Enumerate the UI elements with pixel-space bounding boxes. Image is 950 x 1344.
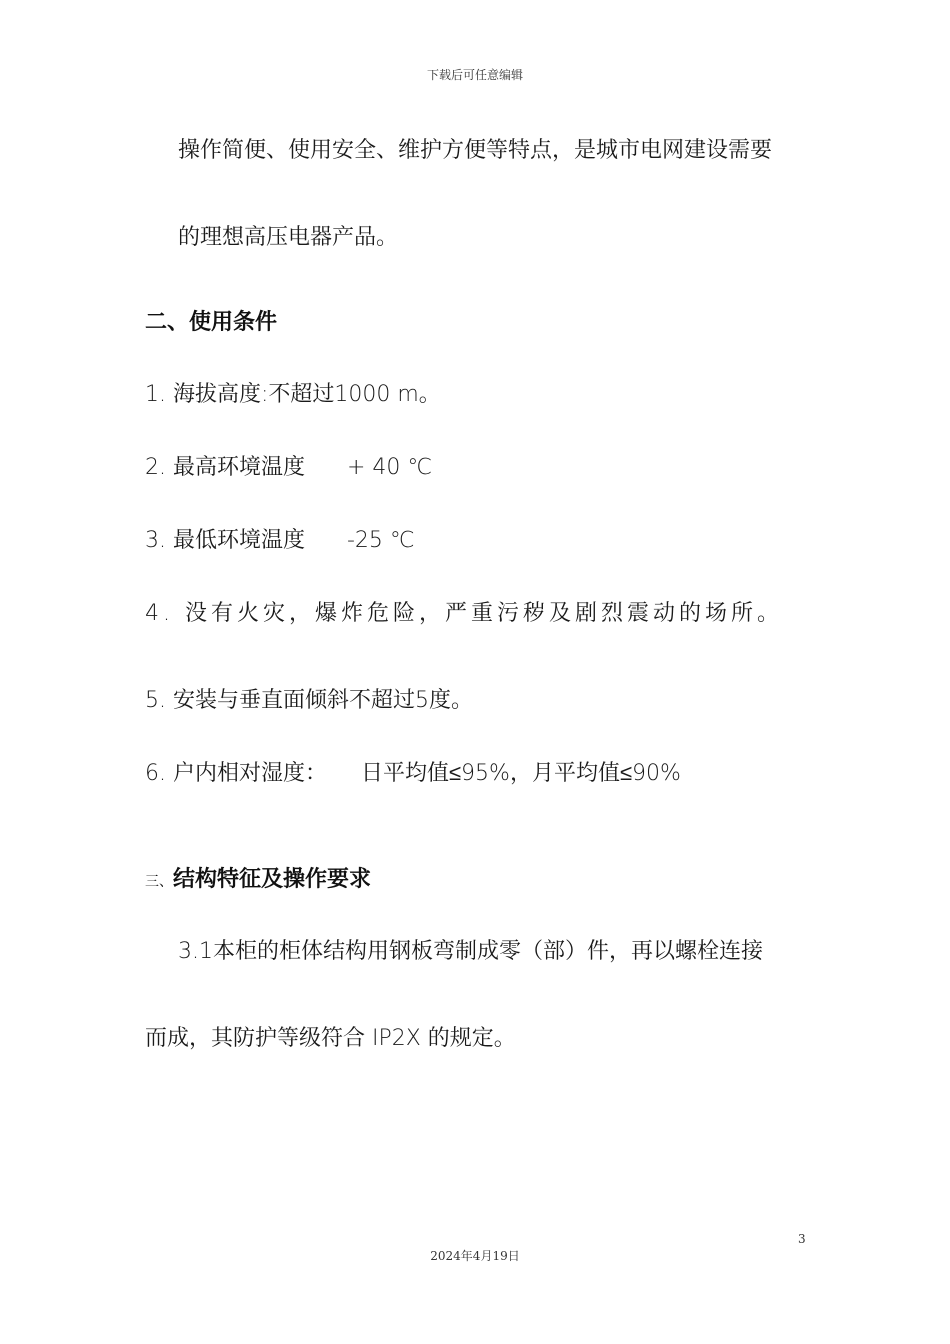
condition-label: 6. 户内相对湿度： (145, 761, 327, 786)
condition-item (145, 453, 432, 483)
footer-date: 2024年4月19日 (430, 1249, 520, 1263)
paragraph-line: 的理想高压电器产品。 (178, 225, 399, 250)
page-number: 3 (798, 1232, 806, 1246)
page-header: 下载后可任意编辑 (426, 68, 523, 82)
condition-item: 5. 安装与垂直面倾斜不超过5度。 (145, 688, 473, 713)
paragraph-line: 操作简便、使用安全、维护方便等特点，是城市电网建设需要 (178, 138, 773, 163)
section-title: 结构特征及操作要求 (173, 867, 372, 892)
paragraph-line: 3.1本柜的柜体结构用钢板弯制成零（部）件，再以螺栓连接 (178, 939, 763, 964)
condition-item: 1. 海拔高度:不超过1000 m。 (145, 382, 441, 407)
condition-value: -25 ℃ (346, 528, 415, 553)
condition-label: 2. 最高环境温度 (145, 455, 305, 480)
condition-value: 日平均值≤95%，月平均值≤90% (360, 761, 681, 786)
condition-value: + 40 ℃ (346, 455, 433, 480)
condition-item (145, 526, 415, 556)
section-heading: 二、使用条件 (145, 310, 278, 335)
condition-label: 3. 最低环境温度 (145, 528, 305, 553)
condition-item (145, 759, 681, 789)
section-number: 三、 (145, 874, 173, 890)
section-heading (145, 865, 371, 897)
condition-item: 4. 没有火灾，爆炸危险，严重污秽及剧烈震动的场所。 (145, 601, 783, 626)
paragraph-line: 而成，其防护等级符合 IP2X 的规定。 (145, 1026, 516, 1051)
